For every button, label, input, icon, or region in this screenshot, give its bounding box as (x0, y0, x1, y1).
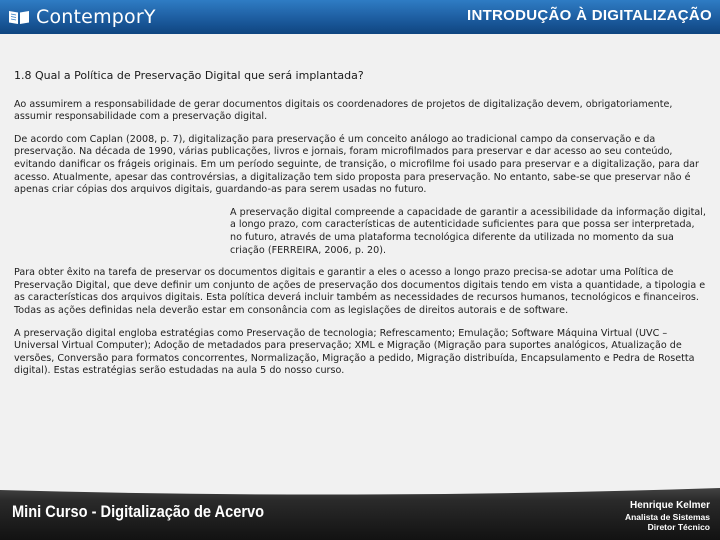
main-content (14, 70, 708, 388)
section-title: 1.8 Qual a Política de Preservação Digital que será implantada? (14, 69, 364, 82)
author-block (625, 500, 710, 532)
paragraph-strategies: A preservação digital engloba estratégias como Preservação de tecnologia; Refrescamento; Emulação; Software Máquina Virtual (UVC – Universal Virtual Computer); Adoção de metadados para preservação; XML e Migração (Migração para suportes analógicos, Atualização de versões, Conversão para formatos concorrentes, Normalização, Migração a pedido, Migração distribuída, Encapsulamento e Pedra de Rosetta digital). Estas estratégias serão estudadas na aula 5 do nosso curso. (14, 327, 695, 377)
paragraph-intro: Ao assumirem a responsabilidade de gerar documentos digitais os coordenadores de projetos de digitalização devem, obrigatoriamente, assumir responsabilidade com a preservação digital. (14, 98, 673, 123)
book-icon (8, 9, 30, 25)
footer-bar (0, 484, 720, 540)
author-name: Henrique Kelmer (629, 500, 710, 511)
author-role: Analista de Sistemas (624, 512, 710, 522)
author-position: Diretor Técnico (647, 522, 710, 532)
header-bar (0, 0, 720, 34)
logo (8, 4, 156, 30)
course-title: Mini Curso - Digitalização de Acervo (12, 502, 265, 521)
page-title: INTRODUÇÃO À DIGITALIZAÇÃO (466, 7, 712, 24)
footer-curve-decoration (0, 484, 720, 498)
logo-text: ContemporY (36, 6, 156, 28)
paragraph-policy: Para obter êxito na tarefa de preservar os documentos digitais e garantir a eles o acesso a longo prazo precisa-se adotar uma Política de Preservação Digital, que deve definir um conjunto de ações de preservação dos documentos digitais tendo em vista a quantidade, a tipologia e as características dos arquivos digitais. Esta política deverá incluir também as necessidades de recursos humanos, tecnológicos e financeiros. Todas as ações definidas nela deverão estar em consonância com as legislações de direitos autorais e de software. (14, 267, 706, 316)
paragraph-caplan: De acordo com Caplan (2008, p. 7), digitalização para preservação é um conceito análogo ao tradicional campo da conservação e da preservação. Na década de 1990, várias publicações, livros e jornais, foram microfilmados para preservar e dar acesso ao seu conteúdo, evitando danificar os frágeis originais. Em um período seguinte, de transição, o microfilme foi usado para preservar e a digitalização, para dar acesso. Atualmente, apesar das controvérsias, a digitalização tem sido proposta para preservação. No entanto, sabe-se que preservar não é apenas criar cópias dos arquivos digitais, guardando-as para serem usadas no futuro. (14, 133, 700, 196)
block-quote: A preservação digital compreende a capacidade de garantir a acessibilidade da informação digital, a longo prazo, com características de autenticidade suficientes para que possa ser interpretada, no futuro, através de uma plataforma tecnológica diferente da utilizada no momento da sua criação (FERREIRA, 2006, p. 20). (230, 206, 706, 256)
